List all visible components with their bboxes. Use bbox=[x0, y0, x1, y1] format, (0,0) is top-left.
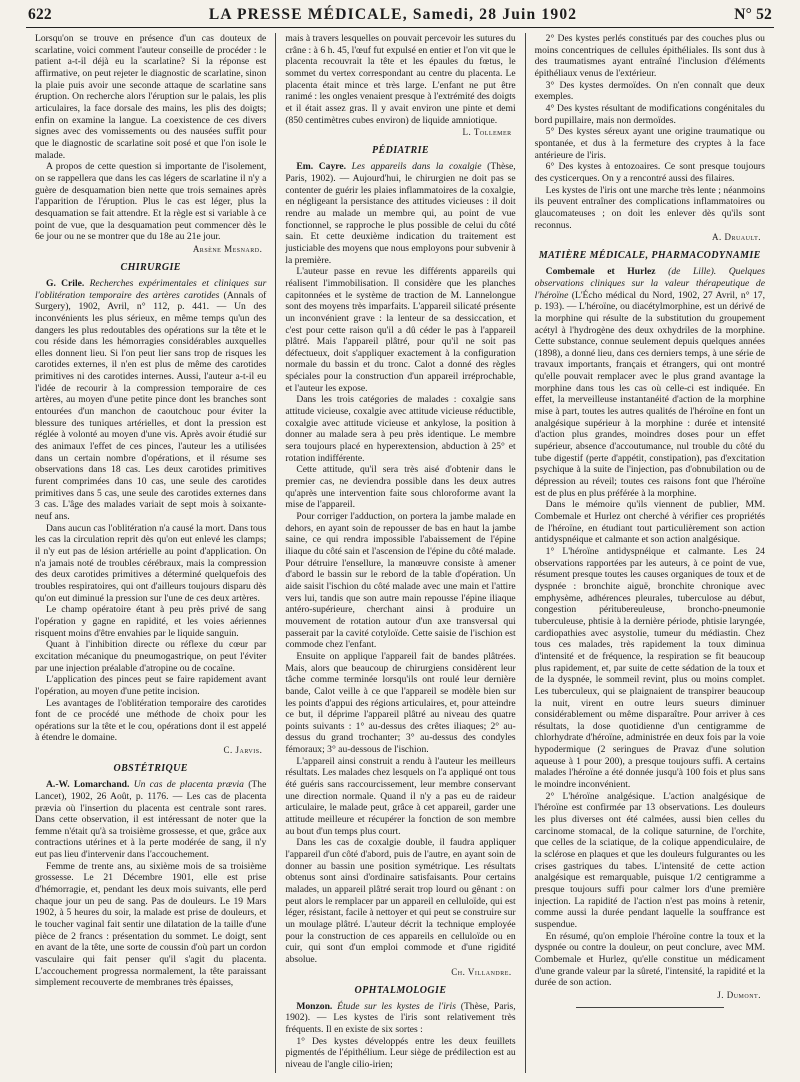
paragraph: Dans le mémoire qu'ils viennent de publier, MM. Combemale et Hurlez ont cherché à vérifier ces propriétés de l'héroïne, en étudiant tout particulièrement son action antidyspnéique et calmante et son action analgésique. bbox=[534, 499, 765, 546]
paragraph: 2° L'héroïne analgésique. L'action analgésique de l'héroïne est confirmée par 13 observations. Les douleurs les plus diverses ont été calmées, aussi bien celles du carcinome stomacal, de la colique saturnine, de l'orchite, que celles de la sciatique, de la colique appendiculaire, de la sclérose en plaques et que les douleurs fulgurantes ou les crises gastriques du tabes. L'intensité de cette action analgésique est remarquable, puisque 1/2 centigramme a presque toujours suffi pour calmer lors d'une première injection. La rapidité de l'action n'est pas moins à retenir, comme aussi la durée pendant laquelle la souffrance est suspendue. bbox=[534, 790, 765, 930]
article-title: Les appareils dans la coxalgie bbox=[351, 161, 482, 173]
column-2 bbox=[275, 33, 524, 1073]
paragraph: Ensuite on applique l'appareil fait de bandes plâtrées. Mais, alors que beaucoup de chirurgiens considèrent leur tâche comme terminée lorsqu'ils ont roulé leur dernière bande, Calot veille à ce que l'appareil se modèle bien sur les points d'appui des régions articulaires, et, pour atteindre ce but, il déprime l'appareil plâtré au niveau des quatre points suivants : 1° au-dessus des crêtes iliaques; 2° au-dessus du grand trochanter; 3° au-dessus des condyles fémoraux; 3° au-dessous de l'ischion. bbox=[285, 650, 516, 756]
article-abstract bbox=[285, 1001, 515, 1036]
paragraph: Femme de trente ans, au sixième mois de sa troisième grossesse. Le 21 Décembre 1901, elle est prise d'hémorragie, et, pendant les deux mois suivants, elle perd chaque jour un peu de sang. Pas de douleurs. Le 19 Mars 1902, à 5 heures du soir, la malade est prise de douleurs, et le toucher vaginal fait sentir une dilatation de la taille d'une pièce de 2 francs : présentation du sommet. Le doigt, sent en avant de la tête, une sorte de coussin d'où part un cordon vasculaire qui fait penser qu'il s'agit du placenta. L'accouchement progressa normalement, la tête paraissant simplement recouverte de membranes très épaisses, bbox=[35, 860, 267, 989]
paragraph: 1° L'héroïne antidyspnéique et calmante. Les 24 observations rapportées par les auteurs, à ce point de vue, résument presque toutes les causes organiques de toux et de dyspnée : bronchite aiguë, bronchite chronique avec emphysème, adhérences pleurales, tuberculose au début, congestion péritubereuleuse, broncho-pneumonie tuberculeuse, phtisie à la dernière période, phtisie laryngée, cardiopathies avec asystolie, tumeur du médiastin. Chez tous ces malades, très rapidement la toux diminua d'intensité et de fréquence, la respiration se fit beaucoup plus rapidement, et, par suite de cette sédation de la toux et de la dyspnée, le sommeil revint, plus ou moins complet. Les tuberculeux, qui se plaignaient de transpirer beaucoup la nuit, virent en outre leurs sueurs diminuer considérablement ou même disparaître. Pour arriver à ces résultats, la dose quotidienne d'un centigramme de chlorhydrate d'héroïne, administrée en deux fois par la voie hypodermique (2 seringues de Pravaz d'une solution aqueuse à 1 pour 200), a presque toujours suffi. A certains malades l'héroïne a été donnée jusqu'à 100 fois et plus sans le moindre inconvénient. bbox=[534, 545, 765, 791]
paragraph: L'auteur passe en revue les différents appareils qui réalisent l'immobilisation. Il considère que les planches capitonnées et le système de traction de M. Lannelongue sont des moyens très imparfaits. L'appareil silicaté présente un inconvénient grave : la lenteur de sa dessiccation, et c'est pour cette raison qu'il a dû céder le pas à l'appareil plâtré. Mais l'appareil plâtré, pour qu'il ne soit pas défectueux, doit s'appliquer exactement à la configuration normale du bassin et du tronc. Calot a donné des règles spéciales pour la construction d'un appareil irréprochable, et l'auteur les expose. bbox=[285, 266, 516, 394]
article-author: Em. Cayre. bbox=[296, 161, 347, 173]
paragraph: A propos de cette question si importante de l'isolement, on se rappellera que dans les cas légers de scarlatine il n'y a guère de desquamation bien nette que trois semaines après l'apparition de l'éruption. Plus le cas est léger, plus la desquamation se fait attendre. Et la règle est si variable à ce point de vue, que la desquamation peut commencer dès le 6e jour ou ne se montrer que du 18e au 21e jour. bbox=[35, 161, 267, 243]
article-title: (de Lille). Quelques observations cliniques sur la valeur thérapeutique de l'héroïne bbox=[534, 266, 765, 301]
article-abstract bbox=[35, 779, 266, 861]
article-abstract bbox=[285, 161, 515, 266]
signature: L. Tollemer bbox=[462, 127, 512, 138]
article-title: Étude sur les kystes de l'iris bbox=[337, 1000, 456, 1012]
paragraph: L'appareil ainsi construit a rendu à l'auteur les meilleurs résultats. Les malades chez lesquels on l'a appliqué ont tous été guéris sans raccourcissement, leur membre conservant une direction normale. Quand il n'y a pas eu de raideur articulaire, le malade peut, grâce à cet appareil, garder une attitude meilleure et récupérer la fonction de son membre au bout d'un temps plus court. bbox=[285, 755, 516, 837]
article-title: Recherches expérimentales et cliniques sur l'oblitération temporaire des artères carotides bbox=[35, 277, 267, 301]
section-heading: OBSTÉTRIQUE bbox=[113, 763, 188, 775]
article-text: Les cas de placenta prævia où l'insertion du placenta est centrale sont rares. Dans cette observation, il est intéressant de noter que la femme n'était qu'à sa troisième grossesse, et que, grâce aux contractions utérines et à la perte modérée de sang, il n'y eut pas lieu d'intervenir dans l'accouchement. bbox=[35, 790, 267, 861]
article-author: G. Crile. bbox=[46, 277, 85, 289]
page-number: 622 bbox=[28, 6, 52, 23]
section-heading: PÉDIATRIE bbox=[372, 145, 429, 157]
running-header bbox=[26, 6, 774, 28]
issue-number: N° 52 bbox=[734, 6, 772, 23]
article-author: A.-W. Lomarchand. bbox=[46, 779, 130, 791]
article-text: Un des inconvénients les plus sérieux, en même temps qu'un des dangers les plus redoutables des opérations sur la tête et le cou réside dans les hémorragies considérables auxquelles elles donnent lieu. Si l'on peut lier sans trop de risques les carotides externes, il n'en est plus de même des carotides primitives ni des carotides internes. Aussi, l'auteur a-t-il eu l'idée de recourir à la compression temporaire de ces artères, au moyen d'une petite pince dont les branches sont entourées d'un manchon de caoutchouc pour éviter la blessure des tuniques artérielles, et dont la pression est réglée à volonté au moyen d'une vis. Après avoir étudié sur des animaux l'effet de ces pinces, l'auteur les a utilisées dans un certain nombre d'opérations, et il résume ses observations dans 18 cas. Les deux carotides primitives furent comprimées dans 10 cas, une seule des carotides primitives dans 5 cas, une seule des carotides externes dans 3 cas. L'âge des malades variait de sept mois à soixante-neuf ans. bbox=[35, 301, 267, 522]
paragraph: 6° Des kystes à entozoaires. Ce sont presque toujours des cysticerques. On y a rencontré aussi des filaires. bbox=[534, 161, 765, 184]
text-columns bbox=[26, 33, 774, 1073]
journal-title: LA PRESSE MÉDICALE, Samedi, 28 Juin 1902 bbox=[208, 6, 578, 23]
paragraph: 4° Des kystes résultant de modifications congénitales du bord pupillaire, mais non dermoïdes. bbox=[534, 102, 765, 126]
article-text: Aujourd'hui, le chirurgien ne doit pas se contenter de guérir les plaies inflammatoires de la coxalgie, en négligeant la persistance des attitudes vicieuses : il doit rendre au malade un membre qui, au point de vue fonctionnel, se rapproche le plus possible de celui du côté sain. Et cette deuxième indication du traitement est justiciable des moyens que nous employons pour subvenir à la première. bbox=[285, 172, 516, 266]
column-3 bbox=[525, 33, 774, 1073]
article-author: Monzon. bbox=[296, 1000, 333, 1012]
article-reference: (Thèse, Paris, 1902). — bbox=[285, 161, 516, 184]
paragraph: 1° Des kystes développés entre les deux feuillets pigmentés de l'épithélium. Leur siège de prédilection est au niveau de l'angle cilio-irien; bbox=[285, 1035, 516, 1070]
article-reference: (Thèse, Paris, 1902). — bbox=[285, 1000, 516, 1024]
end-rule bbox=[576, 1007, 723, 1008]
paragraph: Dans aucun cas l'oblitération n'a causé la mort. Dans tous les cas la circulation reprit dès qu'on eut enlevé les clamps; il n'y eut pas de lésion artérielle au point d'application. On n'a jamais noté de troubles cérébraux, mais la compression des deux carotides primitives a déterminé quelquefois des troubles respiratoires, qui ont d'ailleurs toujours disparu dès qu'on eut diminué la pression sur l'une de ces deux artères. bbox=[35, 522, 267, 604]
article-text: L'héroïne, ou diacétylmorphine, est un dérivé de la morphine qui résulte de la substitution du groupement acétyl à l'hydrogène des deux oxhydriles de la morphine. Cette substance, connue seulement depuis quelques années (1898), a donné lieu, dans ces derniers temps, à une série de travaux importants, français et étrangers, qui ont montré qu'elle pouvait remplacer avec le plus grand avantage la morphine dans tous les cas où celle-ci est indiquée. En effet, la merveilleuse instantanéité d'action de la morphine mise à part, toutes les autres qualités de l'héroïne en font un analgésique supérieur à la morphine : durée et intensité d'action plus grandes, moindres doses pour un effet supérieur, absence d'accoutumance, nul trouble du côté du tube digestif (perte d'appétit, constipation), pas d'excitation psychique à la suite de l'injection, pas d'obnubilation ou de dépression au réveil; toutes ces raisons font que l'héroïne est de plus en plus préférée à la morphine. bbox=[534, 301, 765, 499]
paragraph: Dans les trois catégories de malades : coxalgie sans attitude vicieuse, coxalgie avec attitude vicieuse réductible, coxalgie avec attitude vicieuse et ankylose, la position à donner au malade sera à peu près identique. Le membre sera toujours placé en hyperextension, abduction à 25° et rotation indifférente. bbox=[285, 394, 516, 464]
signature: Arsène Mesnard. bbox=[192, 243, 263, 254]
article-title: Un cas de placenta prævia bbox=[133, 779, 244, 791]
section-heading: CHIRURGIE bbox=[120, 261, 181, 273]
paragraph: Dans les cas de coxalgie double, il faudra appliquer l'appareil d'un côté d'abord, puis de l'autre, en ayant soin de donner au bassin une position symétrique. Les résultats obtenus sont ainsi d'ordinaire satisfaisants. Pour certains malades, un appareil plâtré serait trop lourd ou gênant : on peut alors le remplacer par un appareil en celluloïde, qui est léger, résistant, facile à nettoyer et qui peut se construire sur un moulage plâtré. L'auteur décrit la technique employée pour la construction de ces appareils en celluloïde ou en cuir, qui sont d'un emploi commode et d'une rigidité absolue. bbox=[285, 837, 516, 965]
article-reference: (The Lancet), 1902, 26 Août, p. 1176. — bbox=[35, 779, 267, 802]
paragraph: Le champ opératoire étant à peu près privé de sang l'opération y gagne en rapidité, et les voies aériennes risquent moins d'être envahies par le liquide sanguin. bbox=[35, 604, 267, 639]
paragraph: Lorsqu'on se trouve en présence d'un cas douteux de scarlatine, voici comment l'auteur conseille de procéder : le patient a-t-il déjà eu la scarlatine? Si la réponse est affirmative, on peut rejeter le diagnostic de scarlatine, sinon la plaie puis avoir une seconde attaque de scarlatine sans éruption. On recherche alors l'éruption sur le palais, les plis articulaires, la face dorsale des mains, les plis des doigts; enfin on examine la langue. La coexistence de ces divers signes avec des vomissements ou des nausées suffit pour que le diagnostic de scarlatine soit posé et que l'on isole le malade. bbox=[35, 33, 267, 161]
paragraph: En résumé, qu'on emploie l'héroïne contre la toux et la dyspnée ou contre la douleur, on peut conclure, avec MM. Combemale et Hurlez, qu'elle constitue un médicament d'une grande valeur par la sûreté, l'intensité, la rapidité et la durée de son action. bbox=[534, 930, 765, 989]
paragraph: Cette attitude, qu'il sera très aisé d'obtenir dans le premier cas, ne deviendra possible dans les deux autres qu'après une intervention faite sous chloroforme avant la mise de l'appareil. bbox=[285, 464, 516, 511]
paragraph: Les kystes de l'iris ont une marche très lente ; néanmoins ils peuvent entraîner des complications inflammatoires ou glaucomateuses ; on doit les enlever dès qu'ils sont reconnus. bbox=[534, 184, 765, 231]
section-heading: MATIÈRE MÉDICALE, PHARMACODYNAMIE bbox=[538, 250, 761, 262]
paragraph: 3° Des kystes dermoïdes. On n'en connaît que deux exemples. bbox=[534, 79, 765, 103]
paragraph: Quant à l'inhibition directe ou réflexe du cœur par excitation mécanique du pneumogastrique, on peut l'éviter par une injection préalable d'atropine ou de cocaïne. bbox=[35, 639, 267, 674]
article-text: Les kystes de l'iris sont relativement très fréquents. Il en existe de six sortes : bbox=[285, 1012, 516, 1035]
paragraph: 2° Des kystes perlés constitués par des couches plus ou moins concentriques de cellules épithéliales. Ils sont dus à des traumatismes ayant entraîné l'inclusion d'éléments épithéliaux venus de l'extérieur. bbox=[534, 33, 765, 79]
article-reference: (L'Écho médical du Nord, 1902, 27 Avril, n° 17, p. 193). — bbox=[534, 289, 765, 313]
paragraph: mais à travers lesquelles on pouvait percevoir les sutures du crâne : à 6 h. 45, l'œuf fut expulsé en entier et l'on vit que le placenta recouvrait la tête et les épaules du fœtus, le sommet du vertex correspondant au centre du placenta. Le placenta était mince et très large. L'enfant ne put être ranimé : les ongles venaient presque à l'extrémité des doigts et il était assez gras. Il y avait environ une pinte et demi (850 centimètres cubes environ) de liquide amniotique. bbox=[285, 33, 516, 126]
article-author: Combemale et Hurlez bbox=[545, 266, 656, 278]
article-abstract bbox=[35, 278, 266, 523]
column-1 bbox=[26, 33, 275, 1073]
signature: A. Druault. bbox=[711, 232, 761, 243]
paragraph: 5° Des kystes séreux ayant une origine traumatique ou spontanée, et dus à la fermeture des cryptes à la face antérieure de l'iris. bbox=[534, 126, 765, 161]
section-heading: OPHTALMOLOGIE bbox=[354, 984, 447, 996]
article-abstract bbox=[535, 266, 765, 499]
paragraph: Pour corriger l'adduction, on portera la jambe malade en dehors, en ayant soin de repousser de bas en haut la jambe saine, ce qui rendra impossible l'abaissement de l'épine iliaque du côté sain et l'ascension de l'épine du côté malade. Pour détruire l'ensellure, la manœuvre consiste à amener d'abord le bassin sur le rebord de la table d'opération. Un aide saisit l'ischion du côté malade avec une main et l'attire vers lui, tandis que son autre main repousse l'épine iliaque antéro-supérieure, cherchant ainsi à produire un mouvement de rotation autour d'un axe transversal qui passerait par la cavité cotyloïde. Cette saisie de l'ischion est commode chez l'enfant. bbox=[285, 511, 516, 651]
signature: Ch. Villandre. bbox=[451, 966, 512, 977]
signature: C. Jarvis. bbox=[223, 745, 263, 756]
article-reference: (Annals of Surgery), 1902, Avril, n° 112, p. 441. — bbox=[35, 289, 267, 313]
signature: J. Dumont. bbox=[717, 989, 761, 1000]
paragraph: L'application des pinces peut se faire rapidement avant l'opération, au moyen d'une petite incision. bbox=[35, 674, 267, 697]
paragraph: Les avantages de l'oblitération temporaire des carotides font de ce procédé une méthode de choix pour les opérations sur la tête et le cou, opérations dont il est appelé à étendre le domaine. bbox=[35, 697, 267, 744]
